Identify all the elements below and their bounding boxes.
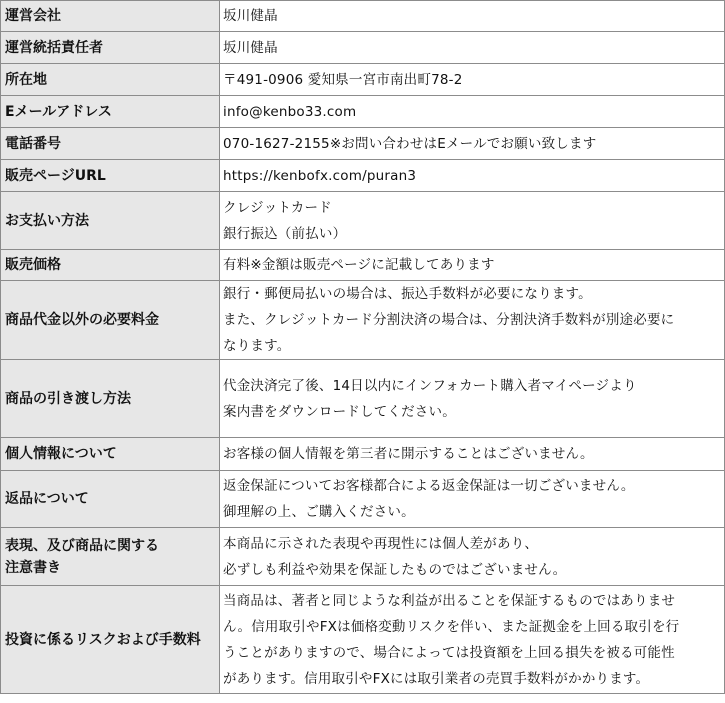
value-line: 返金保証についてお客様都合による返金保証は一切ございません。 bbox=[223, 478, 635, 494]
label-line: 販売価格 bbox=[5, 257, 61, 273]
row-label bbox=[1, 281, 220, 360]
value-line: また、クレジットカード分割決済の場合は、分割決済手数料が別途必要に bbox=[223, 312, 675, 328]
value-line: ん。信用取引やFXは価格変動リスクを伴い、また証拠金を上回る取引を行 bbox=[223, 618, 680, 635]
table-row bbox=[1, 1, 725, 32]
label-line: 表現、及び商品に関する bbox=[5, 537, 159, 554]
row-label bbox=[1, 96, 220, 128]
table-row bbox=[1, 250, 725, 281]
value-line: 〒491-0906 愛知県一宮市南出町78-2 bbox=[223, 71, 463, 88]
sales-page-link[interactable]: https://kenbofx.com/puran3 bbox=[223, 167, 417, 184]
row-value bbox=[220, 128, 725, 160]
label-line: 注意書き bbox=[5, 559, 61, 576]
table-row bbox=[1, 64, 725, 96]
value-line: なります。 bbox=[223, 338, 291, 354]
table-row bbox=[1, 96, 725, 128]
row-value bbox=[220, 64, 725, 96]
row-label bbox=[1, 471, 220, 528]
value-line: 070-1627-2155※お問い合わせはEメールでお願い致します bbox=[223, 135, 597, 152]
label-line: 商品代金以外の必要料金 bbox=[5, 312, 159, 328]
label-line: 販売ページURL bbox=[5, 167, 106, 184]
row-label bbox=[1, 250, 220, 281]
label-line: お支払い方法 bbox=[5, 212, 89, 229]
value-line: うことがありますので、場合によっては投資額を上回る損失を被る可能性 bbox=[223, 644, 675, 661]
row-value bbox=[220, 160, 725, 192]
label-line: Eメールアドレス bbox=[5, 103, 112, 120]
row-value bbox=[220, 281, 725, 360]
table-row bbox=[1, 160, 725, 192]
label-line: 運営統括責任者 bbox=[5, 39, 103, 56]
row-value bbox=[220, 438, 725, 471]
table-row bbox=[1, 192, 725, 250]
label-line: 返品について bbox=[5, 491, 89, 507]
table-row bbox=[1, 528, 725, 586]
value-line: 当商品は、著者と同じような利益が出ることを保証するものではありませ bbox=[223, 592, 676, 609]
table-row bbox=[1, 281, 725, 360]
table-row bbox=[1, 128, 725, 160]
table-row bbox=[1, 360, 725, 438]
value-line: クレジットカード bbox=[223, 199, 332, 216]
row-value bbox=[220, 192, 725, 250]
label-line: 運営会社 bbox=[5, 8, 61, 24]
value-line: 御理解の上、ご購入ください。 bbox=[223, 504, 415, 520]
value-line: 銀行振込（前払い） bbox=[223, 225, 347, 242]
email-link[interactable]: info@kenbo33.com bbox=[223, 103, 357, 120]
table-row bbox=[1, 471, 725, 528]
row-value bbox=[220, 360, 725, 438]
value-line: 坂川健晶 bbox=[223, 8, 278, 24]
label-line: 商品の引き渡し方法 bbox=[5, 390, 131, 407]
row-label bbox=[1, 32, 220, 64]
label-line: 個人情報について bbox=[5, 446, 117, 462]
table-row bbox=[1, 32, 725, 64]
label-line: 所在地 bbox=[5, 71, 47, 88]
row-value bbox=[220, 471, 725, 528]
row-label bbox=[1, 360, 220, 438]
label-line: 電話番号 bbox=[5, 135, 61, 152]
value-line: 坂川健晶 bbox=[223, 39, 278, 56]
row-value bbox=[220, 250, 725, 281]
value-line: お客様の個人情報を第三者に開示することはございません。 bbox=[223, 446, 594, 462]
row-label bbox=[1, 1, 220, 32]
row-label bbox=[1, 438, 220, 471]
value-line: があります。信用取引やFXには取引業者の売買手数料がかかります。 bbox=[223, 670, 650, 687]
row-label bbox=[1, 586, 220, 694]
value-line: 必ずしも利益や効果を保証したものではございません。 bbox=[223, 561, 567, 578]
value-line: 案内書をダウンロードしてください。 bbox=[223, 403, 456, 420]
value-line: 銀行・郵便局払いの場合は、振込手数料が必要になります。 bbox=[223, 286, 592, 302]
row-value bbox=[220, 32, 725, 64]
table-row bbox=[1, 586, 725, 694]
table-row bbox=[1, 438, 725, 471]
row-label bbox=[1, 192, 220, 250]
row-value bbox=[220, 96, 725, 128]
value-line: 代金決済完了後、14日以内にインフォカート購入者マイページより bbox=[223, 377, 637, 394]
row-value bbox=[220, 1, 725, 32]
row-label bbox=[1, 128, 220, 160]
row-label bbox=[1, 528, 220, 586]
row-label bbox=[1, 160, 220, 192]
value-line: 有料※金額は販売ページに記載してあります bbox=[223, 257, 495, 273]
label-line: 投資に係るリスクおよび手数料 bbox=[5, 631, 201, 648]
value-line: 本商品に示された表現や再現性には個人差があり、 bbox=[223, 535, 539, 552]
row-value bbox=[220, 528, 725, 586]
row-label bbox=[1, 64, 220, 96]
row-value bbox=[220, 586, 725, 694]
